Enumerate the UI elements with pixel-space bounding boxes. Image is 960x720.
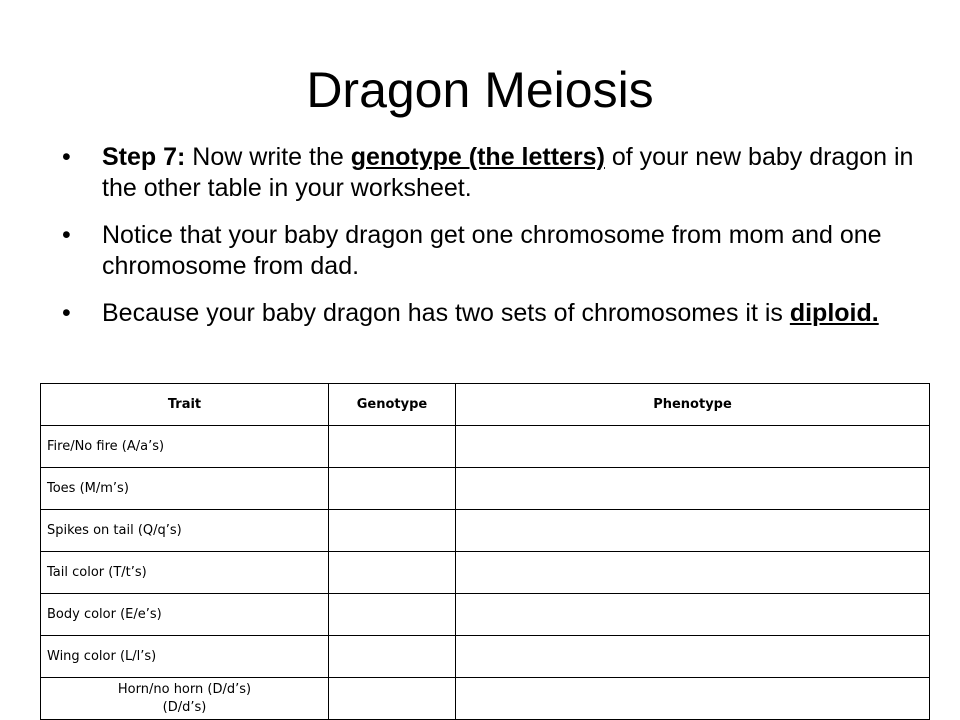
bullet-text: Notice that your baby dragon get one chromosome from mom and one chromosome from dad. <box>102 221 882 280</box>
phenotype-cell[interactable] <box>456 636 930 678</box>
header-genotype: Genotype <box>329 384 456 426</box>
trait-cell: Body color (E/e’s) <box>41 594 329 636</box>
table-header-row <box>41 384 930 426</box>
trait-line: Horn/no horn (D/d’s) <box>117 681 252 697</box>
trait-cell: Toes (M/m’s) <box>41 468 329 510</box>
bullet-text: Because your baby dragon has two sets of chromosomes it is <box>102 299 790 327</box>
diploid-emphasis: diploid. <box>789 299 879 327</box>
trait-cell <box>41 678 329 720</box>
bullet-text: Now write the <box>185 143 351 171</box>
phenotype-cell[interactable] <box>456 510 930 552</box>
bullet-dot: • <box>62 221 71 249</box>
bullet-step-7 <box>62 142 922 204</box>
trait-cell: Tail color (T/t’s) <box>41 552 329 594</box>
genotype-cell[interactable] <box>329 510 456 552</box>
bullet-diploid <box>62 298 922 329</box>
phenotype-cell[interactable] <box>456 426 930 468</box>
genotype-emphasis: genotype (the letters) <box>350 143 605 171</box>
genotype-cell[interactable] <box>329 468 456 510</box>
genotype-cell[interactable] <box>329 552 456 594</box>
bullet-chromosome-notice <box>62 220 922 282</box>
trait-cell: Wing color (L/l’s) <box>41 636 329 678</box>
step-label: Step 7: <box>102 143 186 171</box>
bullet-dot: • <box>62 299 71 327</box>
bullet-text: of your new baby dragon in the other table in your worksheet. <box>102 143 914 202</box>
trait-table <box>40 383 930 720</box>
table-row <box>41 678 930 720</box>
genotype-cell[interactable] <box>329 678 456 720</box>
slide-title: Dragon Meiosis <box>306 62 654 118</box>
table-row <box>41 510 930 552</box>
trait-cell: Fire/No fire (A/a’s) <box>41 426 329 468</box>
phenotype-cell[interactable] <box>456 552 930 594</box>
table-row <box>41 636 930 678</box>
table-row <box>41 426 930 468</box>
phenotype-cell[interactable] <box>456 468 930 510</box>
bullet-list <box>62 142 922 345</box>
table-row <box>41 468 930 510</box>
header-phenotype: Phenotype <box>456 384 930 426</box>
phenotype-cell[interactable] <box>456 678 930 720</box>
trait-line: (D/d’s) <box>162 699 207 715</box>
genotype-cell[interactable] <box>329 594 456 636</box>
header-trait: Trait <box>41 384 329 426</box>
trait-cell: Spikes on tail (Q/q’s) <box>41 510 329 552</box>
genotype-cell[interactable] <box>329 426 456 468</box>
table-row <box>41 552 930 594</box>
table-row <box>41 594 930 636</box>
phenotype-cell[interactable] <box>456 594 930 636</box>
genotype-cell[interactable] <box>329 636 456 678</box>
bullet-dot: • <box>62 143 71 171</box>
